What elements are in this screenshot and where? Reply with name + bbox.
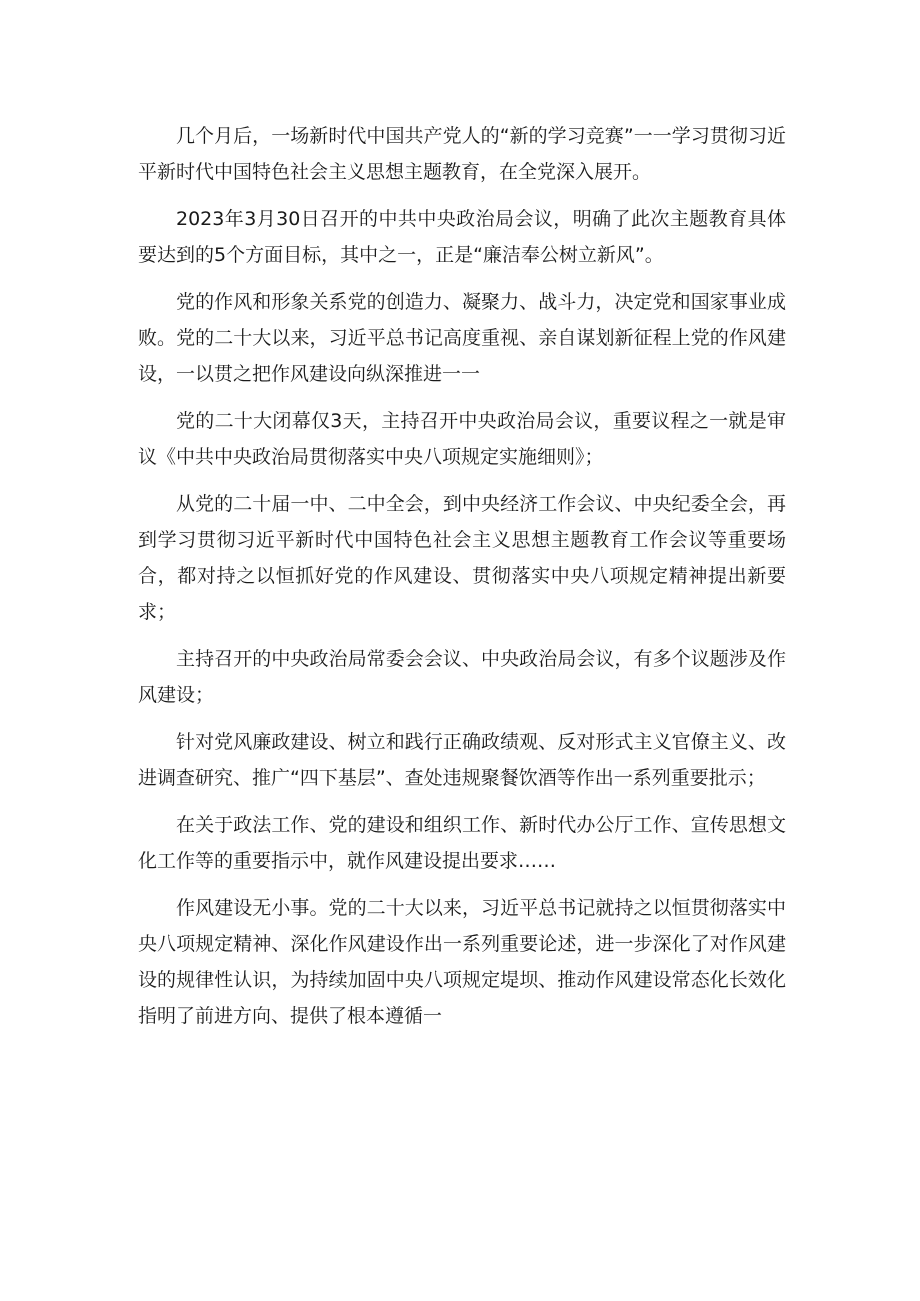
paragraph-6: 主持召开的中央政治局常委会会议、中央政治局会议，有多个议题涉及作风建设； [138, 648, 786, 706]
paragraph-2: 2023年3月30日召开的中共中央政治局会议，明确了此次主题教育具体要达到的5个方面目标，其中之一，正是“廉洁奉公树立新风”。 [138, 208, 786, 266]
paragraph-7: 针对党风廉政建设、树立和践行正确政绩观、反对形式主义官僚主义、改进调查研究、推广“四下基层”、查处违规聚餐饮酒等作出一系列重要批示； [138, 731, 786, 789]
paragraph-1: 几个月后，一场新时代中国共产党人的“新的学习竞赛”一一学习贯彻习近平新时代中国特色社会主义思想主题教育，在全党深入展开。 [138, 125, 786, 183]
paragraph-5: 从党的二十届一中、二中全会，到中央经济工作会议、中央纪委全会，再到学习贯彻习近平新时代中国特色社会主义思想主题教育工作会议等重要场合，都对持之以恒抓好党的作风建设、贯彻落实中央八项规定精神提出新要求； [138, 493, 786, 623]
paragraph-9: 作风建设无小事。党的二十大以来，习近平总书记就持之以恒贯彻落实中央八项规定精神、深化作风建设作出一系列重要论述，进一步深化了对作风建设的规律性认识，为持续加固中央八项规定堤坝、推动作风建设常态化长效化指明了前进方向、提供了根本遵循一 [138, 897, 786, 1027]
paragraph-3: 党的作风和形象关系党的创造力、凝聚力、战斗力，决定党和国家事业成败。党的二十大以来，习近平总书记高度重视、亲自谋划新征程上党的作风建设，一以贯之把作风建设向纵深推进一一 [138, 291, 786, 385]
paragraph-4: 党的二十大闭幕仅3天，主持召开中央政治局会议，重要议程之一就是审议《中共中央政治局贯彻落实中央八项规定实施细则》； [138, 410, 786, 468]
document-body [138, 118, 786, 1045]
paragraph-8: 在关于政法工作、党的建设和组织工作、新时代办公厅工作、宣传思想文化工作等的重要指示中，就作风建设提出要求…… [138, 814, 786, 872]
